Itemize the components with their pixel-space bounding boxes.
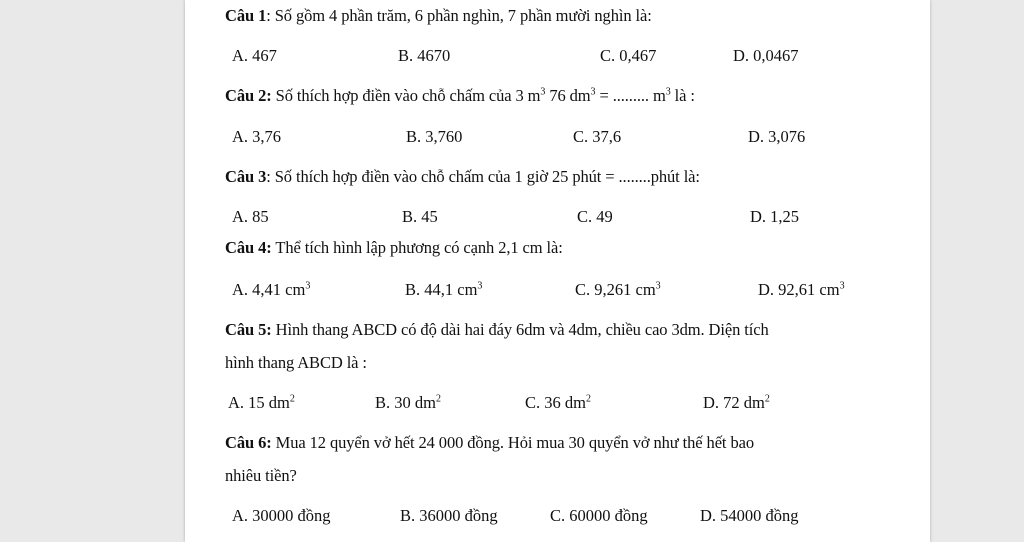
question-4-option-c [575,280,661,300]
question-4-option-d [758,280,845,300]
question-2-option-d: D. 3,076 [748,127,806,146]
question-3-label: Câu 3 [225,167,267,186]
document-page [185,0,930,542]
question-4-option-a-sup: 3 [305,280,311,292]
question-5-option-c-sup: 2 [585,393,591,405]
question-3-text: : Số thích hợp điền vào chỗ chấm của 1 giờ 25 phút = ........phút là: [266,167,700,186]
question-2-text-2: 76 dm [545,86,591,105]
question-4-option-b-text: B. 44,1 cm [405,280,478,299]
question-3-option-d: D. 1,25 [750,207,800,226]
question-1 [225,6,652,26]
question-4-option-d-sup: 3 [839,280,845,292]
question-6-label: Câu 6: [225,433,272,452]
question-2-sup-1: 3 [540,86,546,98]
question-6 [225,433,754,453]
question-4-option-b-sup: 3 [477,280,483,292]
question-1-option-a: A. 467 [232,46,277,65]
question-6-option-c: C. 60000 đồng [550,506,648,525]
question-2-option-c: C. 37,6 [573,127,622,146]
question-5-option-d [703,393,770,413]
question-5-option-d-sup: 2 [764,393,770,405]
question-5-option-b [375,393,441,413]
question-3-option-c: C. 49 [577,207,613,226]
question-5-option-a-sup: 2 [289,393,295,405]
question-6-text-line-1: Mua 12 quyển vở hết 24 000 đồng. Hỏi mua 30 quyển vở như thế hết bao [271,433,754,452]
question-1-option-c: C. 0,467 [600,46,657,65]
question-4 [225,238,563,258]
question-4-text: Thể tích hình lập phương có cạnh 2,1 cm là: [271,238,563,257]
question-4-option-a-text: A. 4,41 cm [232,280,306,299]
question-1-label: Câu 1 [225,6,267,25]
question-5-option-c [525,393,591,413]
question-3 [225,167,700,187]
question-6-option-a: A. 30000 đồng [232,506,331,525]
question-5-label: Câu 5: [225,320,272,339]
question-2-text-4: là : [670,86,695,105]
question-2-text-1: Số thích hợp điền vào chỗ chấm của 3 m [271,86,541,105]
question-5-option-c-text: C. 36 dm [525,393,586,412]
question-6-option-d: D. 54000 đồng [700,506,799,525]
question-5-option-a-text: A. 15 dm [228,393,290,412]
question-2 [225,86,695,106]
question-4-option-b [405,280,482,300]
question-5 [225,320,769,340]
question-4-option-c-text: C. 9,261 cm [575,280,656,299]
question-5-option-b-sup: 2 [435,393,441,405]
question-5-option-d-text: D. 72 dm [703,393,765,412]
question-4-label: Câu 4: [225,238,272,257]
question-6-option-b: B. 36000 đồng [400,506,498,525]
question-5-line-2: hình thang ABCD là : [225,353,367,372]
question-2-sup-2: 3 [590,86,596,98]
question-4-option-a [232,280,310,300]
question-5-option-b-text: B. 30 dm [375,393,436,412]
question-4-option-d-text: D. 92,61 cm [758,280,840,299]
question-1-option-b: B. 4670 [398,46,451,65]
question-2-sup-3: 3 [665,86,671,98]
question-5-option-a [228,393,295,413]
question-2-text-3: = ......... m [595,86,666,105]
question-4-option-c-sup: 3 [655,280,661,292]
question-3-option-a: A. 85 [232,207,269,226]
question-5-text-line-1: Hình thang ABCD có độ dài hai đáy 6dm và 4dm, chiều cao 3dm. Diện tích [271,320,769,339]
question-3-option-b: B. 45 [402,207,438,226]
question-2-label: Câu 2: [225,86,272,105]
question-2-option-b: B. 3,760 [406,127,463,146]
question-1-text: : Số gồm 4 phần trăm, 6 phần nghìn, 7 phần mười nghìn là: [266,6,652,25]
question-1-option-d: D. 0,0467 [733,46,799,65]
question-2-option-a: A. 3,76 [232,127,282,146]
question-6-line-2: nhiêu tiền? [225,466,297,485]
